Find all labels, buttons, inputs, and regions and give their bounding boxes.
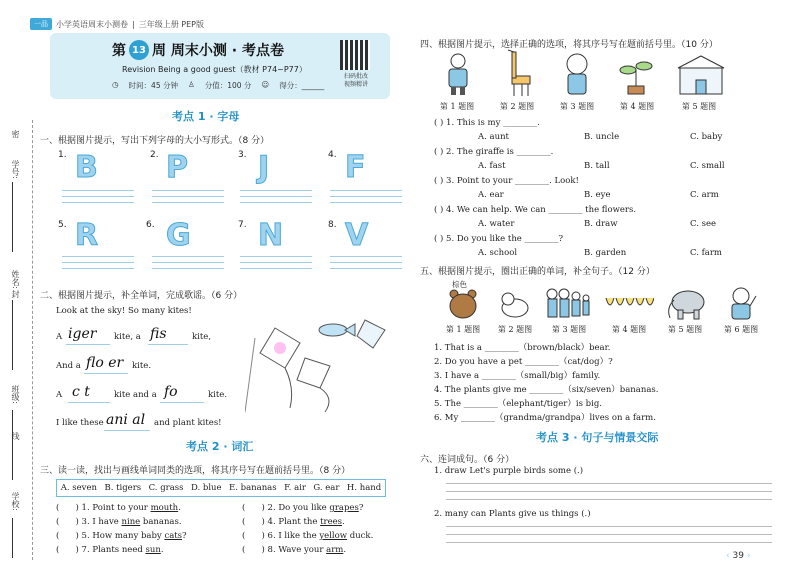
answer-line-2a[interactable] xyxy=(446,526,772,527)
writing-lines-5[interactable] xyxy=(62,256,134,274)
q4-caption-1: 第 1 题图 xyxy=(439,102,475,111)
option-f: F. air xyxy=(284,483,306,493)
page-subtitle: Revision Being a good guest（教材 P74~P77） xyxy=(122,65,307,74)
q3-item-8[interactable]: ( ) 8. Wave your arm. xyxy=(242,545,347,555)
letter-picture-g: G xyxy=(166,218,191,253)
q5-item-6[interactable]: 6. My ________（grandma/grandpa）lives on a farm. xyxy=(434,413,656,423)
question-2-heading: 二、根据图片提示，补全单词，完成歌谣。（6 分） xyxy=(40,291,243,301)
letter-picture-f: F xyxy=(345,150,366,185)
grade-icon: ☺ xyxy=(261,80,270,89)
q4-item-3[interactable]: ( ) 3. Point to your ________. Look! xyxy=(434,176,579,186)
header-strip: 一品 小学英语周末小测卷 | 三年级上册 PEP版 xyxy=(30,18,204,30)
q3-item-4[interactable]: ( ) 4. Plant the trees. xyxy=(242,517,345,527)
letter-picture-j: J xyxy=(258,150,270,185)
option-e: E. bananas xyxy=(229,483,277,493)
binding-margin xyxy=(0,120,38,560)
q4-caption-4: 第 4 题图 xyxy=(619,102,655,111)
q4-item-4[interactable]: ( ) 4. We can help. We can ________ the flowers. xyxy=(434,205,637,215)
grandpa-picture xyxy=(724,286,758,320)
option-c: C. grass xyxy=(148,483,184,493)
letter-picture-b: B xyxy=(75,150,98,185)
question-5-heading: 五、根据图片提示，圈出正确的单词，补全句子。（12 分） xyxy=(420,267,655,277)
q3-item-6[interactable]: ( ) 6. I like the yellow duck. xyxy=(242,531,374,541)
title-panel xyxy=(50,33,390,99)
writing-lines-1[interactable] xyxy=(62,190,134,208)
section-heading-vocabulary: 考点 2 · 词汇 xyxy=(186,440,254,453)
q6-item-2: 2. many can Plants give us things (.) xyxy=(434,509,591,519)
answer-line-1c[interactable] xyxy=(446,499,772,500)
q4-item-1[interactable]: ( ) 1. This is my ________. xyxy=(434,118,540,128)
chant-line-1: Look at the sky! So many kites! xyxy=(56,306,192,316)
blank-tiger[interactable]: iger xyxy=(68,326,97,342)
q5-item-3[interactable]: 3. I have a ________（small/big）family. xyxy=(434,371,601,381)
kites-illustration xyxy=(245,318,390,413)
plant-picture xyxy=(616,52,656,96)
q5-caption-1: 第 1 题图 xyxy=(445,325,481,334)
q3-item-3[interactable]: ( ) 3. I have nine bananas. xyxy=(56,517,182,527)
score-icon: ♙ xyxy=(187,80,195,89)
question-6-heading: 六、连词成句。（6 分） xyxy=(420,455,515,465)
week-number-badge: 13 xyxy=(129,40,149,60)
label-cut-2: 封 xyxy=(11,290,20,298)
blank-fish[interactable]: fis xyxy=(150,326,167,342)
option-box xyxy=(56,479,386,497)
q5-item-4[interactable]: 4. The plants give me ________（six/seven）bananas. xyxy=(434,385,659,395)
label-cut-3: 线 xyxy=(11,432,20,440)
q4-caption-2: 第 2 题图 xyxy=(499,102,535,111)
answer-line-1a[interactable] xyxy=(446,483,772,484)
option-d: D. blue xyxy=(190,483,222,493)
series-name: 小学英语周末小测卷 xyxy=(56,19,128,29)
q3-item-2[interactable]: ( ) 2. Do you like grapes? xyxy=(242,503,364,513)
q5-caption-2: 第 2 题图 xyxy=(497,325,533,334)
qr-code-icon[interactable] xyxy=(340,40,370,70)
q3-item-7[interactable]: ( ) 7. Plants need sun. xyxy=(56,545,164,555)
writing-lines-6[interactable] xyxy=(152,256,224,274)
man-picture xyxy=(440,52,476,96)
letter-picture-r: R xyxy=(75,218,99,253)
cut-line xyxy=(32,120,33,560)
qr-label: 扫码批改 视频精讲 xyxy=(343,73,368,88)
q5-item-2[interactable]: 2. Do you have a pet ________（cat/dog）? xyxy=(434,357,613,367)
option-h: H. hand xyxy=(346,483,382,493)
section-heading-letters: 考点 1 · 字母 xyxy=(172,110,240,123)
option-b: B. tigers xyxy=(104,483,142,493)
q6-item-1: 1. draw Let's purple birds some (.) xyxy=(434,466,584,476)
label-class: 班级: xyxy=(11,385,20,404)
q4-item-2[interactable]: ( ) 2. The giraffe is ________. xyxy=(434,147,554,157)
writing-lines-3[interactable] xyxy=(240,190,312,208)
writing-lines-7[interactable] xyxy=(240,256,312,274)
question-4-heading: 四、根据图片提示，选择正确的选项，将其序号写在题前括号里。（10 分） xyxy=(420,40,718,50)
label-number: 学号: xyxy=(11,160,20,179)
grade-label: 三年级上册 PEP版 xyxy=(138,19,204,29)
brown-label: 棕色 xyxy=(452,280,467,289)
family-picture xyxy=(544,286,592,320)
answer-line-2b[interactable] xyxy=(446,534,772,535)
giraffe-picture xyxy=(500,46,534,98)
chevron-left-icon: ‹ xyxy=(726,551,730,561)
chevron-right-icon: › xyxy=(746,551,751,561)
q4-caption-5: 第 5 题图 xyxy=(681,102,717,111)
option-a: A. seven xyxy=(60,483,97,493)
school-picture xyxy=(676,52,726,96)
boy-picture xyxy=(560,52,594,96)
answer-line-2c[interactable] xyxy=(446,542,772,543)
q5-caption-5: 第 5 题图 xyxy=(667,325,703,334)
letter-picture-n: N xyxy=(258,218,284,253)
elephant-picture xyxy=(664,286,708,320)
q4-item-5[interactable]: ( ) 5. Do you like the ________? xyxy=(434,234,564,244)
clock-icon: ◷ xyxy=(112,80,119,89)
label-school: 学校: xyxy=(11,492,20,511)
brand-tag: 一品 xyxy=(30,18,52,30)
page-title: 第 13 周 周末小测 · 考点卷 xyxy=(112,40,284,60)
blank-fox[interactable]: fo xyxy=(164,384,178,400)
question-3-heading: 三、读一读，找出与画线单词同类的选项，将其序号写在题前括号里。（8 分） xyxy=(40,466,351,476)
score-blank: 得分：______ xyxy=(279,81,325,90)
section-heading-sentences: 考点 3 · 句子与情景交际 xyxy=(536,431,659,444)
answer-line-1b[interactable] xyxy=(446,491,772,492)
worksheet-page: 一品 小学英语周末小测卷 | 三年级上册 PEP版 密 学号: 姓名: 封 班级: 线 学校: 第 13 周 周末小测 · 考点卷 Revision Being a good guest（教材 P74~P77） ◷ 时间：45 分钟 ♙ 分值：100 分 ☺ 得分：______ 扫码批改 视频精讲 考点 1 · 字母 一、根据图片提示，写出下列字母的大小写形式。（8 分） 1. B 2. P 3. J 4. F 5. R 6. G 7. N 8. V 二、根据图片提示，补全单词，完成歌谣。（6 分） Look at the sky! So many kites! A iger kite, a fis kite, And a flo er kite. A c t kite and a fo kite. I like these ani al and plant kites! 考点 2 · 词汇 三、读一读，找出与画线单词同类的选项，将其序号写在题前括号里。（8 分） A. seven B. tigers C. grass D. blue E. bananas F. air G. ear H. hand ( ) 1. Point to your mouth. ( ) 2. Do you like grapes? ( ) 3. I have nine bananas. ( ) 4. Plant the trees. ( ) 5. How many baby cats? ( ) 6. I like the yellow duck. ( ) 7. Plants need sun. ( ) 8. Wave your arm. 四、根据图片提示，选择正确的选项，将其序号写在题前括号里。（10 分） 第 1 题图 第 2 题图 第 3 题图 第 4 题图 第 5 题图 ( ) 1. This is my ________. A. aunt B. uncle C. baby ( ) 2. The giraffe is ________. A. fast B. tall C. small ( ) 3. Point to your ________. Look! A. ear B. eye C. arm ( ) 4. We can help. We can ________ the flowers. A. water B. draw C. see ( ) 5. Do you like the ________? A. school B. garden C. farm 五、根据图片提示，圈出正确的单词，补全句子。（12 分） 棕色 第 1 题图 第 2 题图 第 3 题图 第 4 题图 第 5 题图 第 6 题图 1. That is a ________（brown/black）bear. 2. Do you have a pet ________（cat/dog）? 3. I have a ________（small/big）family. 4. The plants give me ________（six/seven）bananas. 5. The ________（elephant/tiger）is big. 6. My ________（grandma/grandpa）lives on a farm. 考点 3 · 句子与情景交际 六、连词成句。（6 分） 1. draw Let's purple birds some (.) 2. many can Plants give us things (.) ‹ 39 › xyxy=(0,0,800,579)
q4-caption-3: 第 3 题图 xyxy=(559,102,595,111)
exam-info xyxy=(112,80,324,91)
q5-caption-4: 第 4 题图 xyxy=(611,325,647,334)
total-score: 分值：100 分 xyxy=(204,81,252,90)
blank-flower[interactable]: flo er xyxy=(86,355,124,371)
blank-animal[interactable]: ani al xyxy=(106,412,146,428)
bananas-picture xyxy=(604,294,654,316)
q5-item-5[interactable]: 5. The ________（elephant/tiger）is big. xyxy=(434,399,602,409)
label-cut-1: 密 xyxy=(11,130,20,138)
writing-lines-8[interactable] xyxy=(330,256,402,274)
bear-picture xyxy=(446,288,480,320)
writing-lines-2[interactable] xyxy=(152,190,224,208)
writing-lines-4[interactable] xyxy=(330,190,402,208)
dog-picture xyxy=(498,290,532,320)
blank-cat[interactable]: c t xyxy=(72,384,90,400)
letter-picture-p: P xyxy=(166,150,188,185)
question-1-heading: 一、根据图片提示，写出下列字母的大小写形式。（8 分） xyxy=(40,136,270,146)
q5-caption-6: 第 6 题图 xyxy=(723,325,759,334)
q5-caption-3: 第 3 题图 xyxy=(551,325,587,334)
label-name: 姓名: xyxy=(11,270,20,289)
q5-item-1[interactable]: 1. That is a ________（brown/black）bear. xyxy=(434,343,611,353)
option-g: G. ear xyxy=(313,483,340,493)
time-limit: 时间：45 分钟 xyxy=(128,81,178,90)
q3-item-5[interactable]: ( ) 5. How many baby cats? xyxy=(56,531,187,541)
page-number: ‹ 39 › xyxy=(726,551,751,561)
q3-item-1[interactable]: ( ) 1. Point to your mouth. xyxy=(56,503,181,513)
letter-picture-v: V xyxy=(345,218,369,253)
